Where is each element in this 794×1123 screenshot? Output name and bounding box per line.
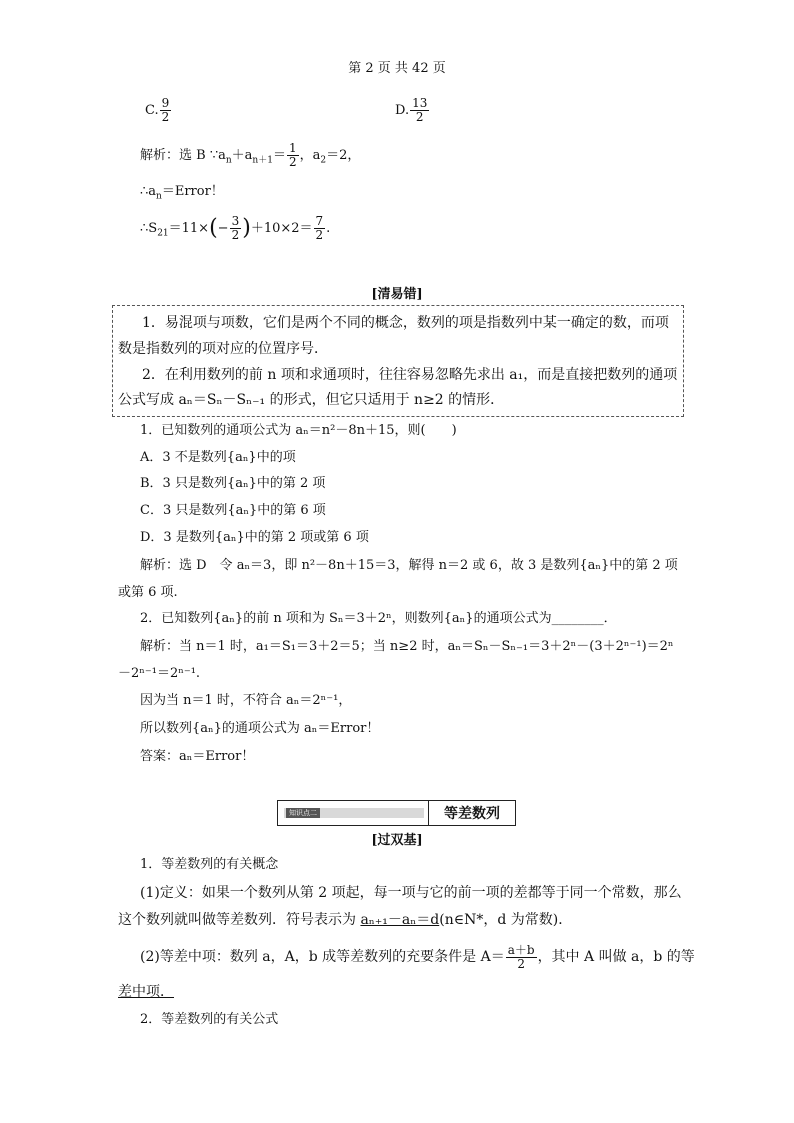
- section-header-box: [277, 800, 516, 826]
- solution-1-line-2: [140, 183, 224, 206]
- option-c: [145, 97, 172, 124]
- definition-text: (n∈N*，d 为常数)．: [439, 912, 573, 928]
- solution-text: ＋a: [231, 148, 253, 163]
- q1-option-a: A．3 不是数列{aₙ}中的项: [140, 450, 296, 465]
- fraction-one-half: [287, 142, 299, 169]
- minus-sign: −: [217, 221, 229, 236]
- clear-errors-item-1-line-1: 1．易混项与项数，它们是两个不同的概念，数列的项是指数列中某一确定的数，而项: [142, 315, 669, 331]
- clear-errors-item-2-line-2: 公式写成 aₙ＝Sₙ－Sₙ₋₁ 的形式，但它只适用于 n≥2 的情形．: [118, 392, 505, 408]
- fraction-seven-halves: [314, 215, 326, 242]
- fraction-numerator: 9: [161, 96, 170, 110]
- definition-line-1: (1)定义：如果一个数列从第 2 项起，每一项与它的前一项的差都等于同一个常数，那么: [140, 885, 682, 901]
- solution-text: ∴S: [140, 221, 158, 236]
- section-banner: [278, 801, 429, 825]
- definition-line-2: [118, 911, 572, 929]
- clear-errors-title: [清易错]: [371, 287, 423, 302]
- q1-solution-line-2: 或第 6 项.: [118, 585, 178, 600]
- q1-solution-line-1: 解析：选 D 令 aₙ＝3，即 n²－8n＋15＝3，解得 n＝2 或 6，故 3 是数列{aₙ}中的第 2 项: [140, 558, 678, 573]
- q2-solution-line-1: 解析：当 n＝1 时，a₁＝S₁＝3＋2＝5；当 n≥2 时，aₙ＝Sₙ－Sₙ₋₁＝3＋2ⁿ－(3＋2ⁿ⁻¹)＝2ⁿ: [140, 639, 674, 654]
- solution-text: ＋10×2＝: [250, 221, 313, 236]
- left-paren: (: [209, 215, 218, 241]
- solution-text: .: [326, 221, 331, 236]
- option-d-fraction: [410, 97, 429, 124]
- midterm-line-1: [140, 940, 695, 974]
- solution-text: ，a: [299, 148, 321, 163]
- q2-solution-line-4: 所以数列{aₙ}的通项公式为 aₙ＝Error！: [140, 721, 380, 736]
- fraction-numerator: 7: [315, 214, 324, 228]
- clear-errors-item-2-line-1: 2．在利用数列的前 n 项和求通项时，往往容易忽略先求出 a₁，而是直接把数列的通项: [142, 367, 678, 383]
- section-tag: 知识点二: [286, 808, 320, 818]
- solution-text: ＝Error！: [161, 184, 224, 199]
- subscript: 2: [320, 155, 327, 166]
- concepts-heading-1: 1．等差数列的有关概念: [140, 857, 279, 872]
- q2-solution-line-3: 因为当 n＝1 时，不符合 aₙ＝2ⁿ⁻¹，: [140, 693, 352, 708]
- definition-text: 这个数列就叫做等差数列．符号表示为: [118, 912, 361, 928]
- fraction-denominator: 2: [415, 110, 424, 124]
- q2-solution-line-2: －2ⁿ⁻¹＝2ⁿ⁻¹.: [118, 666, 201, 681]
- concepts-heading-2: 2．等差数列的有关公式: [140, 1012, 279, 1027]
- page-indicator: 第 2 页 共 42 页: [348, 61, 446, 76]
- section-title: 等差数列: [444, 806, 500, 822]
- subscript: n＋1: [252, 155, 273, 166]
- midterm-text: ，其中 A 叫做 a，b 的等: [537, 949, 695, 965]
- q2-answer: 答案：aₙ＝Error！: [140, 749, 255, 764]
- fraction-a-plus-b-over-2: [506, 944, 537, 971]
- fraction-numerator: 13: [412, 96, 428, 110]
- fraction-numerator: 3: [231, 214, 240, 228]
- fraction-denominator: 2: [517, 956, 525, 971]
- subscript: n: [225, 155, 232, 166]
- fraction-numerator: 1: [288, 141, 297, 155]
- solution-text: 解析：选 B ∵a: [140, 148, 226, 163]
- fraction-denominator: 2: [161, 110, 170, 124]
- q1-stem: 1．已知数列的通项公式为 aₙ＝n²－8n＋15，则( ): [140, 423, 457, 438]
- solution-text: ＝2，: [326, 148, 361, 163]
- q1-option-b: B．3 只是数列{aₙ}中的第 2 项: [140, 476, 326, 491]
- solution-text: ＝: [272, 148, 286, 163]
- midterm-text: (2)等差中项：数列 a，A，b 成等差数列的充要条件是 A＝: [140, 949, 505, 965]
- solution-1-line-1: [140, 142, 360, 170]
- fraction-denominator: 2: [288, 155, 297, 169]
- q1-option-d: D．3 是数列{aₙ}中的第 2 项或第 6 项: [140, 530, 369, 545]
- fraction-neg-three-halves: [230, 215, 242, 242]
- option-d: [395, 97, 430, 124]
- solution-1-line-3: [140, 215, 330, 243]
- right-paren: ): [242, 215, 251, 241]
- option-c-label: C.: [145, 103, 159, 118]
- fraction-denominator: 2: [315, 228, 324, 242]
- solution-text: ＝11×: [168, 221, 210, 236]
- fraction-numerator: a＋b: [507, 942, 535, 957]
- subscript: n: [156, 191, 162, 202]
- subscript: 21: [157, 228, 169, 239]
- option-d-label: D.: [395, 103, 410, 118]
- q1-option-c: C．3 只是数列{aₙ}中的第 6 项: [140, 503, 326, 518]
- fraction-denominator: 2: [231, 228, 240, 242]
- solution-text: ∴a: [140, 184, 157, 199]
- clear-errors-item-1-line-2: 数是指数列的项对应的位置序号．: [118, 341, 328, 357]
- midterm-line-2: 差中项．: [118, 984, 174, 1000]
- section-subtitle: [过双基]: [371, 833, 423, 848]
- q2-stem: 2．已知数列{aₙ}的前 n 项和为 Sₙ＝3＋2ⁿ，则数列{aₙ}的通项公式为________．: [140, 611, 617, 626]
- definition-formula: aₙ₊₁－aₙ＝d: [360, 912, 440, 928]
- option-c-fraction: [160, 97, 172, 124]
